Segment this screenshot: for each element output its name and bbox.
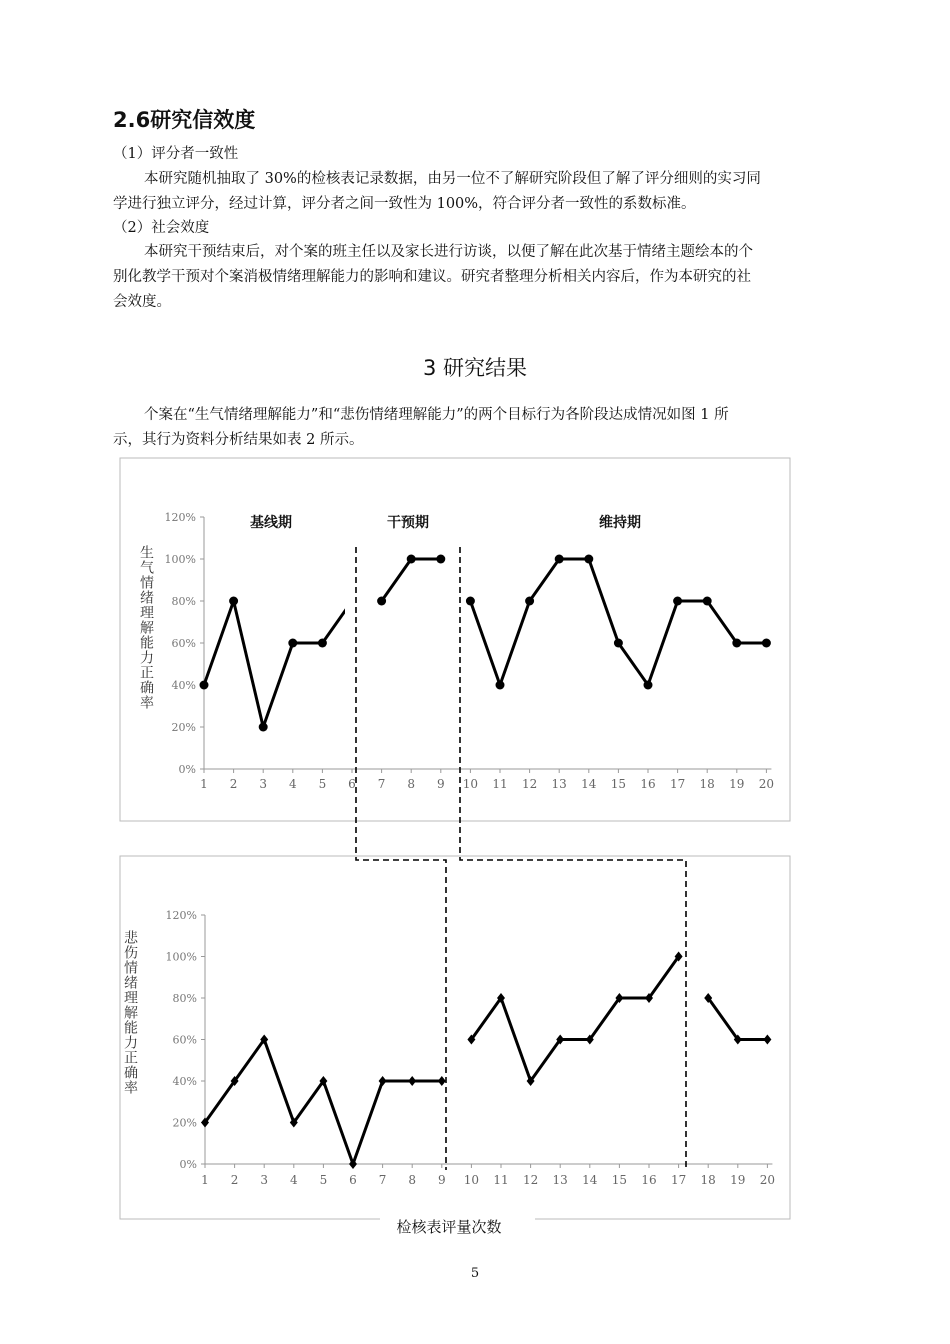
y-tick-label: 20% xyxy=(172,1116,197,1130)
x-tick-label: 13 xyxy=(552,1173,568,1187)
chart-frame xyxy=(120,856,790,1219)
paragraph-line: 个案在“生气情绪理解能力”和“悲伤情绪理解能力”的两个目标行为各阶段达成情况如图 1 所 xyxy=(144,407,729,423)
x-tick-label: 4 xyxy=(288,777,297,791)
y-axis-label: 生气情绪理解能力正确率 xyxy=(138,545,154,710)
paragraph-line: 本研究干预结束后，对个案的班主任以及家长进行访谈，以便了解在此次基于情绪主题绘本的个 xyxy=(144,244,753,260)
x-tick-label: 17 xyxy=(669,777,686,791)
x-tick-label: 20 xyxy=(758,777,775,791)
data-point xyxy=(229,597,238,606)
series-line xyxy=(205,1040,442,1165)
x-tick-label: 19 xyxy=(730,1173,746,1187)
phase-label: 基线期 xyxy=(250,515,292,531)
data-point xyxy=(555,555,564,564)
paragraph-line: 别化教学干预对个案消极情绪理解能力的影响和建议。研究者整理分析相关内容后，作为本研究的社 xyxy=(113,269,751,285)
data-point xyxy=(200,681,209,690)
paragraph-line: 本研究随机抽取了 30%的检核表记录数据，由另一位不了解研究阶段但了解了评分细则的实习同 xyxy=(144,171,761,187)
data-point xyxy=(408,1076,416,1086)
data-point xyxy=(732,639,741,648)
y-tick-label: 0% xyxy=(179,1158,197,1171)
x-tick-label: 8 xyxy=(408,1173,417,1187)
chapter-title: 3 研究结果 xyxy=(422,356,528,380)
data-point xyxy=(525,597,534,606)
y-tick-label: 80% xyxy=(171,595,196,608)
y-tick-label: 60% xyxy=(171,637,196,650)
x-tick-label: 2 xyxy=(229,777,238,791)
x-tick-label: 15 xyxy=(611,1173,628,1187)
phase-label: 干预期 xyxy=(387,515,429,531)
x-tick-label: 7 xyxy=(378,1173,387,1187)
data-point xyxy=(762,639,771,648)
x-tick-label: 19 xyxy=(729,777,745,791)
paragraph-heading: （2）社会效度 xyxy=(113,220,210,236)
series-line xyxy=(708,998,767,1040)
data-point xyxy=(614,639,623,648)
section-title: 2.6研究信效度 xyxy=(113,108,256,132)
x-tick-label: 3 xyxy=(259,777,268,791)
phase-change-line-2 xyxy=(460,547,686,1170)
x-tick-label: 6 xyxy=(348,777,356,791)
x-tick-label: 12 xyxy=(522,1173,539,1187)
data-point xyxy=(438,1076,446,1086)
phase-change-line-1 xyxy=(356,547,446,1170)
phase-gap-mask xyxy=(345,588,365,628)
series-line xyxy=(204,601,352,727)
data-point xyxy=(584,555,593,564)
data-point xyxy=(644,681,653,690)
x-tick-label: 7 xyxy=(377,777,386,791)
x-tick-label: 16 xyxy=(640,777,656,791)
x-tick-label: 8 xyxy=(407,777,416,791)
x-tick-label: 18 xyxy=(700,1173,716,1187)
x-tick-label: 13 xyxy=(551,777,567,791)
x-tick-label: 11 xyxy=(493,1173,509,1187)
x-tick-label: 14 xyxy=(582,1173,598,1187)
y-tick-label: 120% xyxy=(164,511,196,524)
y-tick-label: 20% xyxy=(171,721,196,734)
y-tick-label: 40% xyxy=(172,1075,197,1088)
x-tick-label: 16 xyxy=(641,1173,657,1187)
x-tick-label: 20 xyxy=(759,1173,776,1187)
x-tick-label: 10 xyxy=(463,1173,480,1187)
data-point xyxy=(288,639,297,648)
data-point xyxy=(673,597,682,606)
x-tick-label: 5 xyxy=(318,777,327,791)
x-tick-label: 6 xyxy=(349,1173,357,1187)
x-tick-label: 1 xyxy=(201,1173,209,1187)
data-point xyxy=(259,723,268,732)
series-line xyxy=(471,957,678,1082)
x-tick-label: 9 xyxy=(436,777,445,791)
x-tick-label: 18 xyxy=(699,777,715,791)
data-point xyxy=(496,681,505,690)
data-point xyxy=(318,639,327,648)
x-tick-label: 9 xyxy=(437,1173,446,1187)
x-tick-label: 10 xyxy=(462,777,479,791)
y-tick-label: 100% xyxy=(165,950,197,964)
series-line xyxy=(470,559,766,685)
paragraph-heading: （1）评分者一致性 xyxy=(113,146,239,162)
x-tick-label: 2 xyxy=(230,1173,239,1187)
x-tick-label: 14 xyxy=(581,777,597,791)
data-point xyxy=(436,555,445,564)
x-tick-label: 1 xyxy=(200,777,208,791)
y-tick-label: 0% xyxy=(178,763,196,776)
x-tick-label: 11 xyxy=(492,777,508,791)
x-tick-label: 3 xyxy=(260,1173,269,1187)
y-tick-label: 100% xyxy=(164,553,196,566)
data-point xyxy=(466,597,475,606)
x-tick-label: 17 xyxy=(670,1173,687,1187)
page-number: 5 xyxy=(470,1266,480,1281)
x-tick-label: 12 xyxy=(521,777,538,791)
y-axis-label: 悲伤情绪理解能力正确率 xyxy=(122,930,138,1095)
y-tick-label: 80% xyxy=(172,992,197,1005)
paragraph-line: 示，其行为资料分析结果如表 2 所示。 xyxy=(113,432,364,448)
series-line xyxy=(382,559,441,601)
y-tick-label: 60% xyxy=(172,1033,197,1047)
x-tick-label: 15 xyxy=(610,777,627,791)
data-point xyxy=(377,597,386,606)
y-tick-label: 40% xyxy=(171,679,196,692)
paragraph-line: 学进行独立评分，经过计算，评分者之间一致性为 100%，符合评分者一致性的系数标准。 xyxy=(113,196,696,212)
x-tick-label: 5 xyxy=(319,1173,328,1187)
data-point xyxy=(703,597,712,606)
data-point xyxy=(763,1035,771,1045)
y-tick-label: 120% xyxy=(165,909,197,922)
phase-label: 维持期 xyxy=(599,515,641,531)
paragraph-line: 会效度。 xyxy=(113,294,171,310)
x-axis-label: 检核表评量次数 xyxy=(396,1218,502,1236)
x-tick-label: 4 xyxy=(289,1173,298,1187)
data-point xyxy=(407,555,416,564)
